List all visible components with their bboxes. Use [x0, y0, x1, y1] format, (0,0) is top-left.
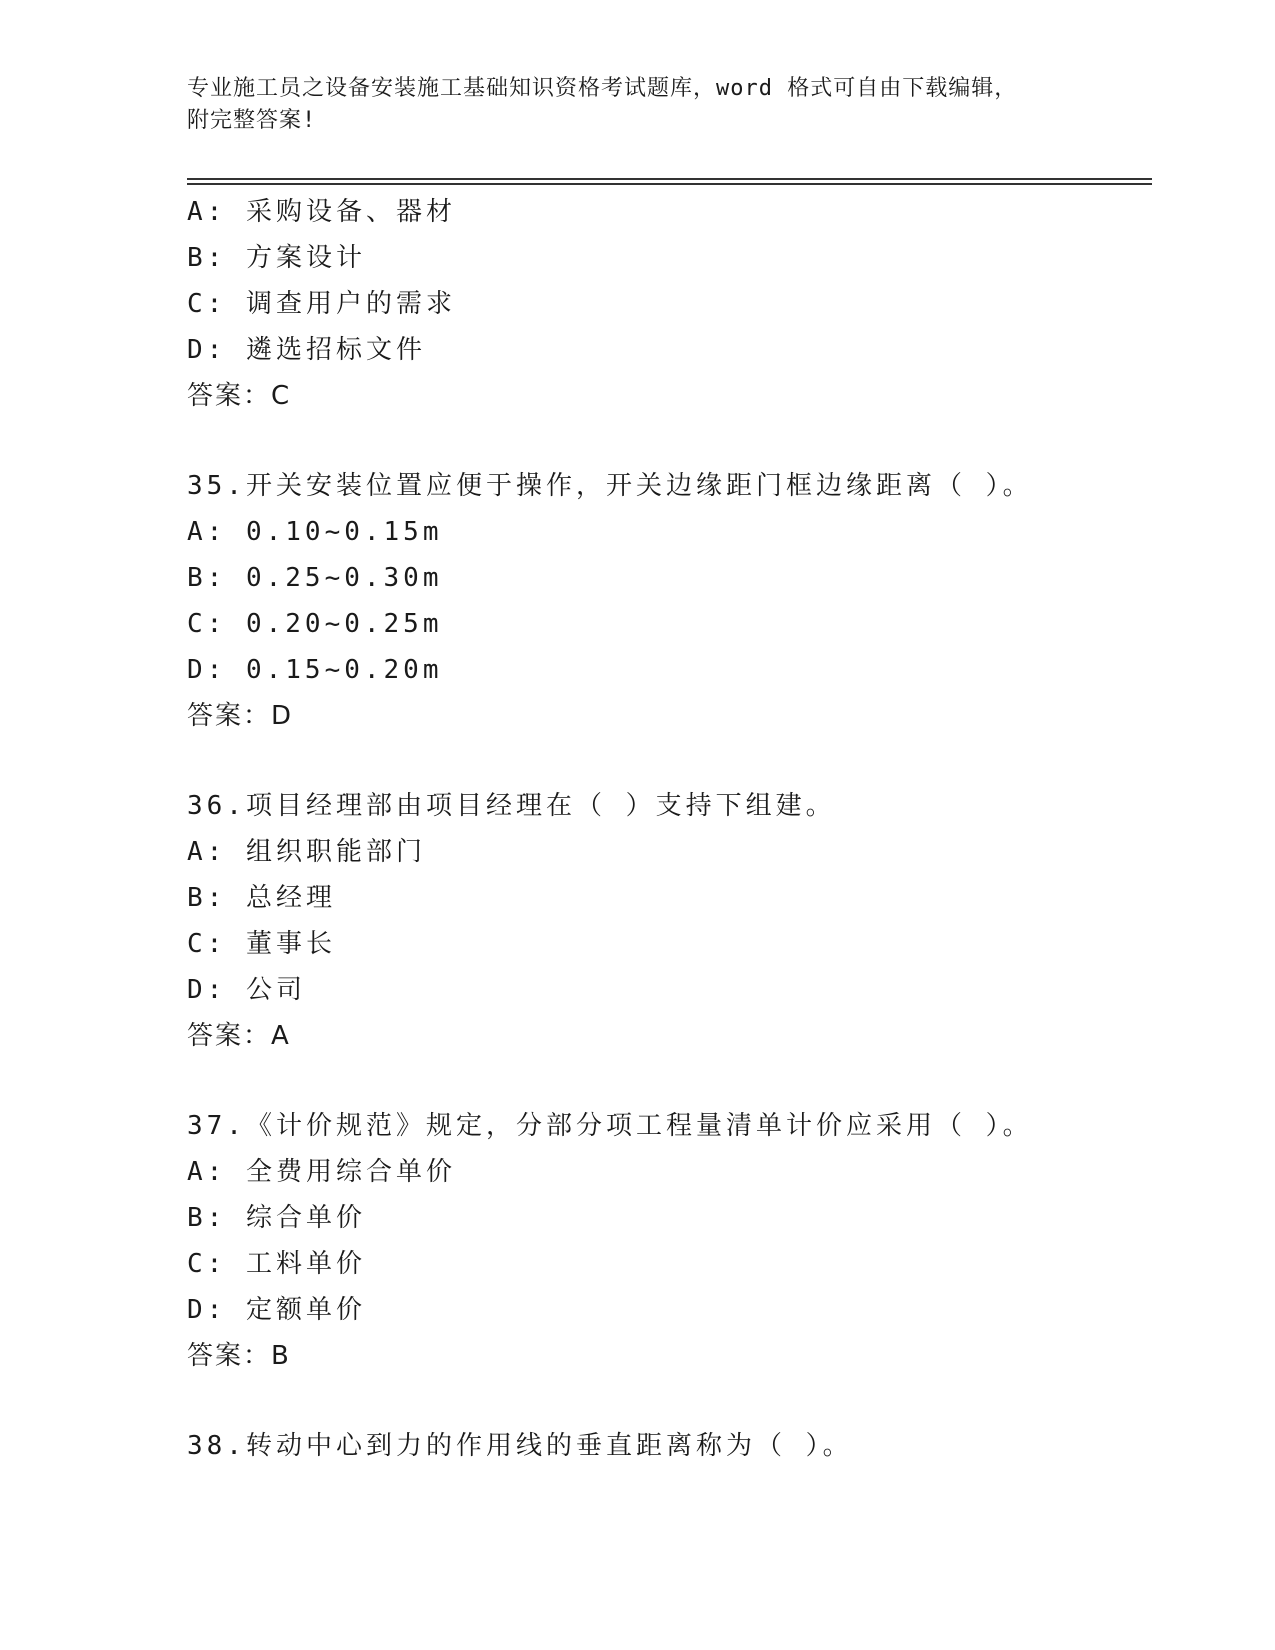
header-line-1: 专业施工员之设备安装施工基础知识资格考试题库，word 格式可自由下载编辑， — [187, 76, 1018, 101]
option-b: B: 总经理 — [187, 883, 336, 913]
option-d: D: 0.15~0.20m — [187, 655, 443, 685]
question-38 — [187, 1423, 1147, 1469]
header-rule-bottom — [187, 183, 1152, 185]
option-d: D: 公司 — [187, 975, 306, 1005]
spacer — [187, 419, 1147, 463]
option-c: C: 工料单价 — [187, 1249, 366, 1279]
question-36 — [187, 783, 1147, 1059]
option-b: B: 综合单价 — [187, 1203, 366, 1233]
answer-line: 答案：A — [187, 1021, 291, 1051]
option-b: B: 0.25~0.30m — [187, 563, 443, 593]
header-rule-top — [187, 178, 1152, 180]
spacer — [187, 1059, 1147, 1103]
option-c: C: 0.20~0.25m — [187, 609, 443, 639]
question-37 — [187, 1103, 1147, 1379]
answer-line: 答案：C — [187, 381, 292, 411]
spacer — [187, 1379, 1147, 1423]
option-a: A: 组织职能部门 — [187, 837, 426, 867]
question-35 — [187, 463, 1147, 739]
answer-line: 答案：B — [187, 1341, 291, 1371]
answer-line: 答案：D — [187, 701, 294, 731]
question-stem: 36.项目经理部由项目经理在（ ）支持下组建。 — [187, 791, 836, 821]
option-d: D: 定额单价 — [187, 1295, 366, 1325]
option-b: B: 方案设计 — [187, 243, 366, 273]
document-header — [187, 73, 1087, 137]
option-a: A: 0.10~0.15m — [187, 517, 443, 547]
question-stem: 38.转动中心到力的作用线的垂直距离称为（ ）。 — [187, 1431, 853, 1461]
question-stem: 35.开关安装位置应便于操作，开关边缘距门框边缘距离（ ）。 — [187, 471, 1033, 501]
option-d: D: 遴选招标文件 — [187, 335, 426, 365]
option-a: A: 全费用综合单价 — [187, 1157, 456, 1187]
spacer — [187, 739, 1147, 783]
option-c: C: 董事长 — [187, 929, 336, 959]
question-stem: 37.《计价规范》规定，分部分项工程量清单计价应采用（ ）。 — [187, 1111, 1033, 1141]
option-a: A: 采购设备、器材 — [187, 197, 456, 227]
question-34-continued — [187, 189, 1147, 419]
question-list — [187, 189, 1147, 1469]
header-line-2: 附完整答案! — [187, 108, 317, 133]
option-c: C: 调查用户的需求 — [187, 289, 456, 319]
